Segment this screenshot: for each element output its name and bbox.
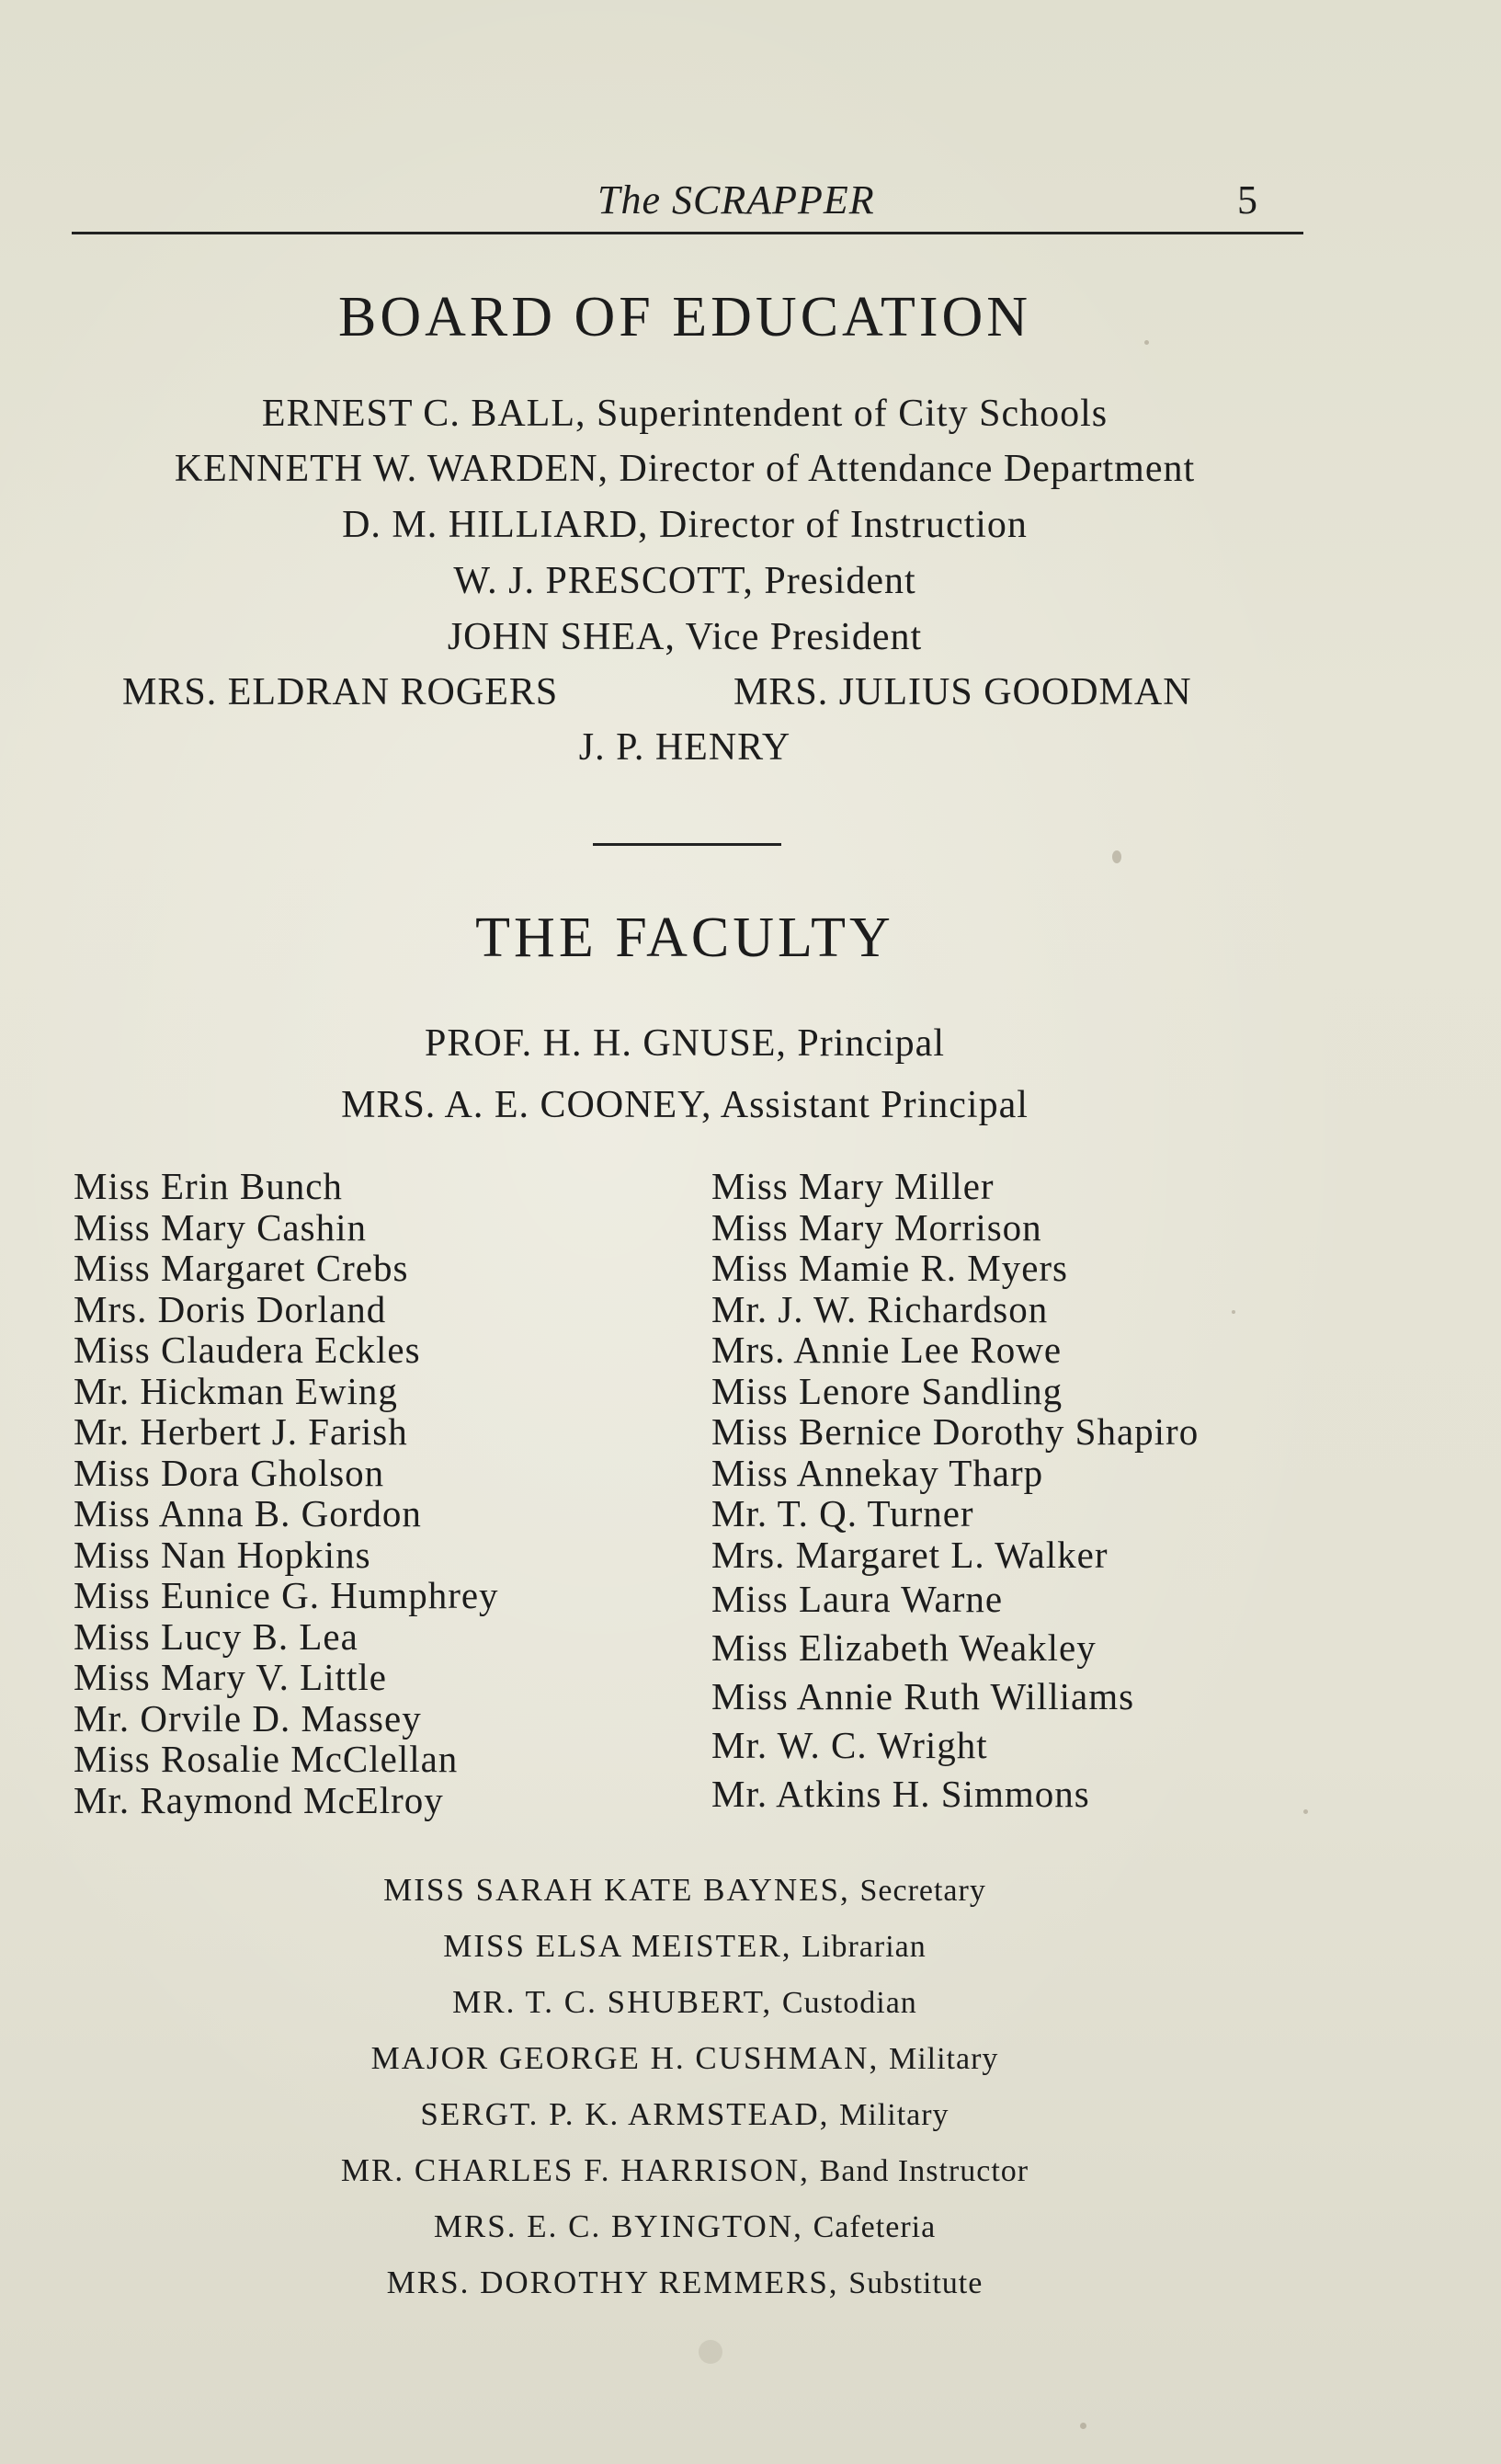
staff-name: MAJOR GEORGE H. CUSHMAN, — [370, 2040, 880, 2076]
faculty-name: Miss Erin Bunch — [74, 1165, 343, 1207]
board-member-rogers: MRS. ELDRAN ROGERS — [122, 671, 559, 713]
faculty-name: Mrs. Doris Dorland — [74, 1287, 387, 1330]
faculty-assistant-principal: MRS. A. E. COONEY, Assistant Principal — [341, 1084, 1029, 1126]
faculty-name: Miss Mary Cashin — [74, 1205, 367, 1249]
staff-role: Substitute — [848, 2266, 984, 2300]
staff-name: MISS SARAH KATE BAYNES, — [383, 1872, 850, 1908]
staff-line-band-instructor — [0, 2142, 1370, 2199]
faculty-name: Miss Mary Miller — [711, 1165, 995, 1207]
faculty-name: Mr. T. Q. Turner — [711, 1492, 974, 1534]
board-line-superintendent: ERNEST C. BALL, Superintendent of City Schools — [261, 393, 1109, 435]
staff-name: MRS. E. C. BYINGTON, — [433, 2208, 803, 2244]
faculty-name: Mr. Raymond McElroy — [74, 1778, 444, 1821]
faculty-heading: THE FACULTY — [475, 907, 894, 969]
faculty-name: Miss Annekay Tharp — [711, 1451, 1044, 1494]
faculty-list-right — [711, 1166, 1199, 1819]
faculty-name: Miss Rosalie McClellan — [74, 1738, 459, 1780]
staff-role: Custodian — [781, 1986, 917, 2020]
faculty-name: Mrs. Annie Lee Rowe — [711, 1329, 1063, 1371]
faculty-principal: PROF. H. H. GNUSE, Principal — [424, 1022, 945, 1065]
staff-role: Military — [839, 2098, 949, 2132]
faculty-name: Mr. J. W. Richardson — [711, 1287, 1049, 1330]
faculty-name: Miss Elizabeth Weakley — [711, 1626, 1097, 1669]
paper-speck — [1232, 1310, 1235, 1314]
staff-role: Librarian — [802, 1930, 927, 1964]
faculty-name: Mr. Atkins H. Simmons — [711, 1773, 1090, 1815]
running-title: The SCRAPPER — [597, 177, 875, 222]
paper-speck — [699, 2340, 722, 2364]
faculty-name: Miss Dora Gholson — [74, 1451, 385, 1494]
faculty-name: Miss Annie Ruth Williams — [711, 1675, 1135, 1717]
faculty-name: Miss Nan Hopkins — [74, 1533, 371, 1576]
faculty-name: Mr. W. C. Wright — [711, 1724, 988, 1766]
staff-line-substitute — [0, 2254, 1370, 2311]
staff-line-military-sergeant — [0, 2086, 1370, 2143]
staff-name: MR. CHARLES F. HARRISON, — [340, 2152, 810, 2188]
board-of-education-heading: BOARD OF EDUCATION — [337, 286, 1032, 348]
staff-line-librarian — [0, 1918, 1370, 1975]
faculty-name: Mr. Hickman Ewing — [74, 1369, 398, 1412]
paper-speck — [1303, 1809, 1308, 1814]
board-line-attendance-director: KENNETH W. WARDEN, Director of Attendance Department — [174, 448, 1196, 490]
faculty-name: Miss Eunice G. Humphrey — [74, 1574, 499, 1616]
board-member-henry: J. P. HENRY — [578, 726, 791, 769]
faculty-list-left — [74, 1166, 499, 1820]
faculty-name: Mr. Herbert J. Farish — [74, 1410, 408, 1453]
faculty-name: Miss Margaret Crebs — [74, 1247, 409, 1289]
faculty-name: Miss Mary Morrison — [711, 1205, 1042, 1249]
board-line-vice-president: JOHN SHEA, Vice President — [447, 616, 923, 658]
staff-line-custodian — [0, 1974, 1370, 2031]
staff-name: MISS ELSA MEISTER, — [443, 1928, 792, 1964]
staff-role: Secretary — [859, 1874, 986, 1908]
faculty-name: Miss Mamie R. Myers — [711, 1247, 1068, 1289]
staff-line-military-major — [0, 2030, 1370, 2087]
page-number: 5 — [1237, 177, 1257, 222]
faculty-name: Mr. Orvile D. Massey — [74, 1696, 422, 1740]
faculty-name: Miss Lenore Sandling — [711, 1369, 1063, 1412]
faculty-name: Miss Claudera Eckles — [74, 1329, 421, 1371]
board-line-president: W. J. PRESCOTT, President — [453, 560, 916, 602]
page-header — [72, 173, 1303, 234]
faculty-name: Miss Bernice Dorothy Shapiro — [711, 1410, 1200, 1453]
staff-name: SERGT. P. K. ARMSTEAD, — [420, 2096, 830, 2132]
staff-role: Military — [888, 2042, 999, 2076]
paper-speck — [1144, 340, 1149, 345]
staff-role: Band Instructor — [819, 2154, 1029, 2188]
board-member-goodman: MRS. JULIUS GOODMAN — [733, 671, 1192, 713]
staff-line-cafeteria — [0, 2198, 1370, 2255]
faculty-name: Miss Laura Warne — [711, 1578, 1004, 1620]
faculty-name: Miss Anna B. Gordon — [74, 1492, 422, 1534]
staff-name: MR. T. C. SHUBERT, — [452, 1984, 773, 2020]
faculty-name: Miss Mary V. Little — [74, 1656, 387, 1698]
staff-name: MRS. DOROTHY REMMERS, — [386, 2264, 839, 2300]
section-divider — [593, 843, 781, 846]
board-line-instruction-director: D. M. HILLIARD, Director of Instruction — [342, 504, 1028, 546]
staff-role: Cafeteria — [813, 2210, 937, 2244]
faculty-name: Miss Lucy B. Lea — [74, 1614, 358, 1658]
paper-speck — [1080, 2423, 1086, 2429]
staff-line-secretary — [0, 1862, 1370, 1919]
paper-speck — [1112, 850, 1121, 863]
faculty-name: Mrs. Margaret L. Walker — [711, 1533, 1109, 1576]
